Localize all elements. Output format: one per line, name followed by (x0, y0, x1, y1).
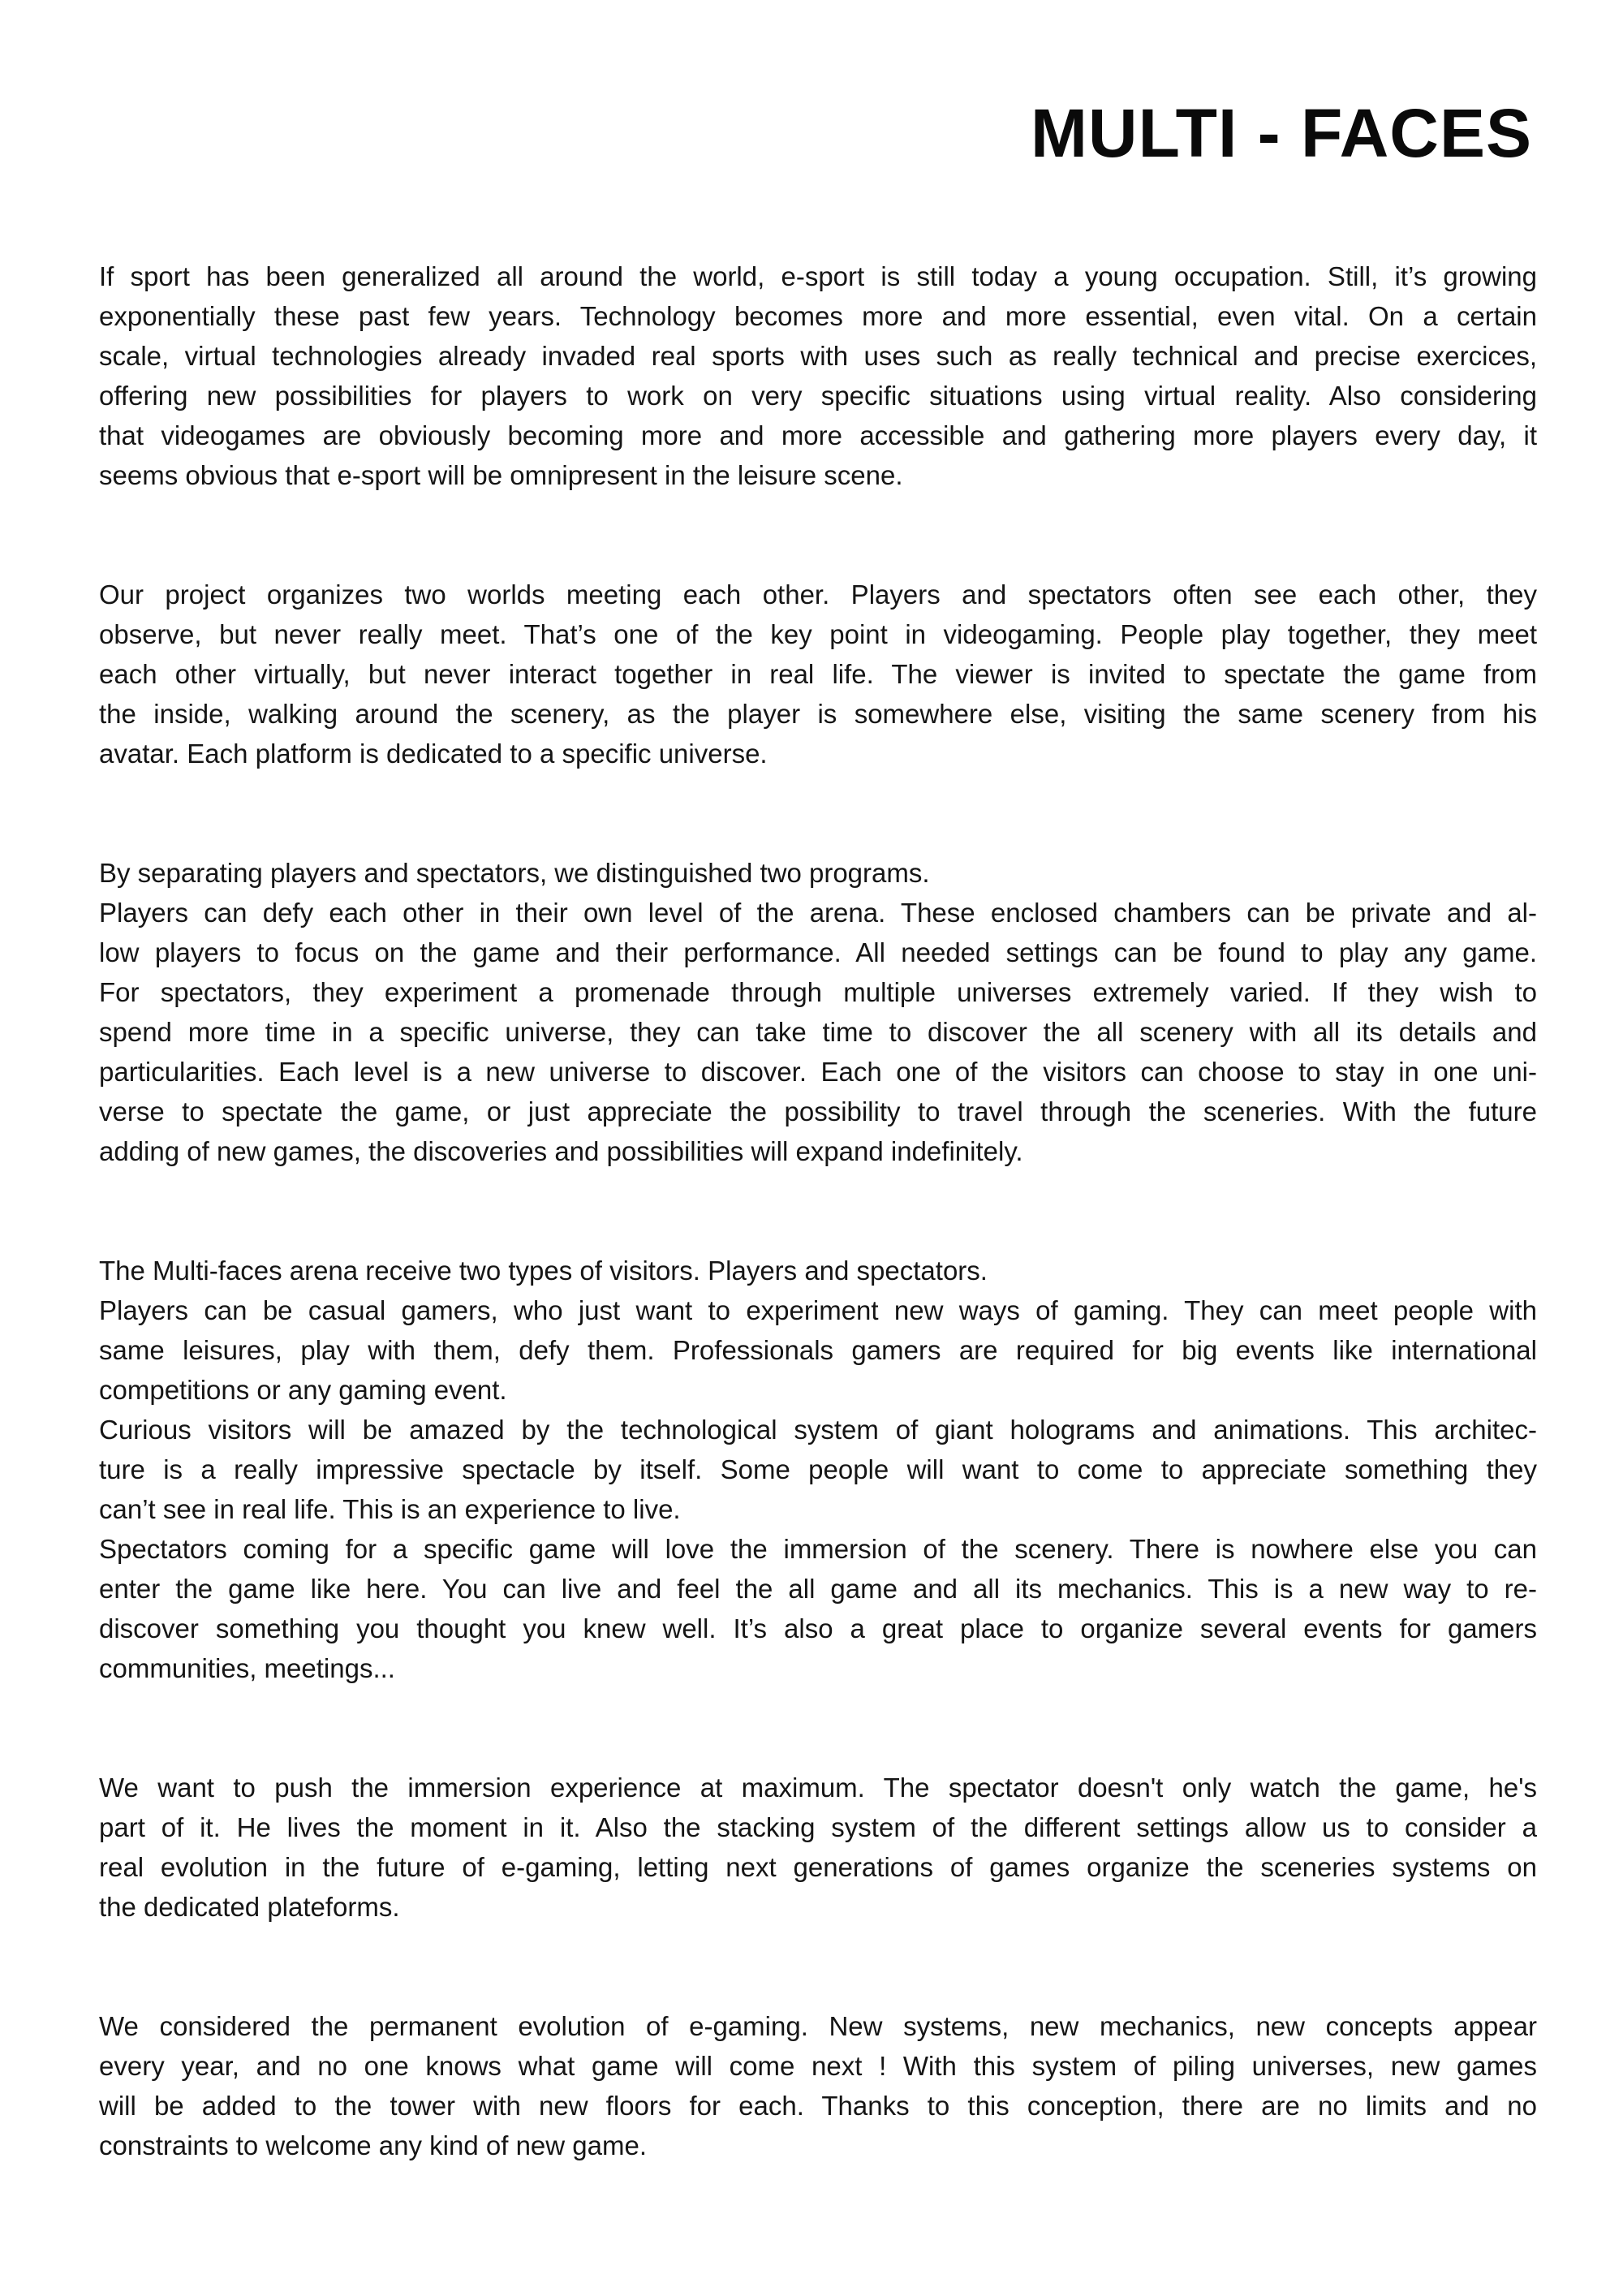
text-line: By separating players and spectators, we distinguished two programs. (99, 858, 930, 888)
page-title: MULTI - FACES (1030, 95, 1532, 171)
text-line: scale, virtual technologies already invaded real sports with uses such as really technical and precise exercices, (99, 341, 1537, 371)
text-line: low players to focus on the game and their performance. All needed settings can be found to play any game. (99, 937, 1537, 967)
text-line: particularities. Each level is a new universe to discover. Each one of the visitors can choose to stay in one uni- (99, 1057, 1537, 1087)
text-line: verse to spectate the game, or just appreciate the possibility to travel through the sceneries. With the future (99, 1096, 1537, 1126)
text-line: ture is a really impressive spectacle by itself. Some people will want to come to appreciate something they (99, 1454, 1537, 1484)
text-line: constraints to welcome any kind of new game. (99, 2130, 648, 2160)
text-line: discover something you thought you knew well. It’s also a great place to organize several events for gamers (99, 1613, 1537, 1643)
text-line: same leisures, play with them, defy them. Professionals gamers are required for big events like international (99, 1335, 1537, 1365)
body-paragraph (99, 2006, 1537, 2165)
document-body (99, 256, 1537, 2245)
text-line: Spectators coming for a specific game will love the immersion of the scenery. There is nowhere else you can (99, 1534, 1537, 1564)
text-line: offering new possibilities for players to work on very specific situations using virtual reality. Also considering (99, 381, 1537, 411)
text-line: the inside, walking around the scenery, as the player is somewhere else, visiting the same scenery from his (99, 699, 1537, 729)
body-paragraph (99, 853, 1537, 1171)
text-line: Curious visitors will be amazed by the technological system of giant holograms and animations. This architec- (99, 1415, 1537, 1445)
text-line: exponentially these past few years. Technology becomes more and more essential, even vital. On a certain (99, 301, 1537, 331)
text-line: avatar. Each platform is dedicated to a specific universe. (99, 739, 768, 769)
text-line: If sport has been generalized all around the world, e-sport is still today a young occupation. Still, it’s growing (99, 261, 1537, 291)
text-line: The Multi-faces arena receive two types of visitors. Players and spectators. (99, 1256, 988, 1286)
text-line: spend more time in a specific universe, they can take time to discover the all scenery with all its details and (99, 1017, 1537, 1047)
text-line: that videogames are obviously becoming more and more accessible and gathering more players every day, it (99, 420, 1537, 450)
body-paragraph (99, 256, 1537, 495)
text-line: part of it. He lives the moment in it. Also the stacking system of the different settings allow us to consider a (99, 1812, 1537, 1842)
text-line: enter the game like here. You can live and feel the all game and all its mechanics. This is a new way to re- (99, 1574, 1537, 1604)
body-paragraph (99, 1251, 1537, 1688)
text-line: We want to push the immersion experience at maximum. The spectator doesn't only watch the game, he's (99, 1773, 1537, 1803)
text-line: every year, and no one knows what game will come next ! With this system of piling universes, new games (99, 2051, 1537, 2081)
text-line: Players can be casual gamers, who just want to experiment new ways of gaming. They can meet people with (99, 1295, 1537, 1325)
text-line: each other virtually, but never interact together in real life. The viewer is invited to spectate the game from (99, 659, 1537, 689)
text-line: Players can defy each other in their own level of the arena. These enclosed chambers can be private and al- (99, 898, 1537, 928)
text-line: communities, meetings... (99, 1653, 395, 1683)
text-line: competitions or any gaming event. (99, 1375, 507, 1405)
text-line: For spectators, they experiment a promenade through multiple universes extremely varied. If they wish to (99, 977, 1537, 1007)
text-line: will be added to the tower with new floors for each. Thanks to this conception, there are no limits and no (99, 2091, 1537, 2121)
text-line: adding of new games, the discoveries and possibilities will expand indefinitely. (99, 1136, 1023, 1166)
text-line: seems obvious that e-sport will be omnipresent in the leisure scene. (99, 460, 903, 490)
body-paragraph (99, 575, 1537, 773)
text-line: the dedicated plateforms. (99, 1892, 400, 1922)
text-line: can’t see in real life. This is an experience to live. (99, 1494, 681, 1524)
text-line: We considered the permanent evolution of e-gaming. New systems, new mechanics, new concepts appear (99, 2011, 1537, 2041)
text-line: Our project organizes two worlds meeting each other. Players and spectators often see each other, they (99, 579, 1537, 610)
text-line: observe, but never really meet. That’s one of the key point in videogaming. People play together, they meet (99, 619, 1537, 649)
body-paragraph (99, 1768, 1537, 1927)
text-line: real evolution in the future of e-gaming, letting next generations of games organize the sceneries systems on (99, 1852, 1537, 1882)
